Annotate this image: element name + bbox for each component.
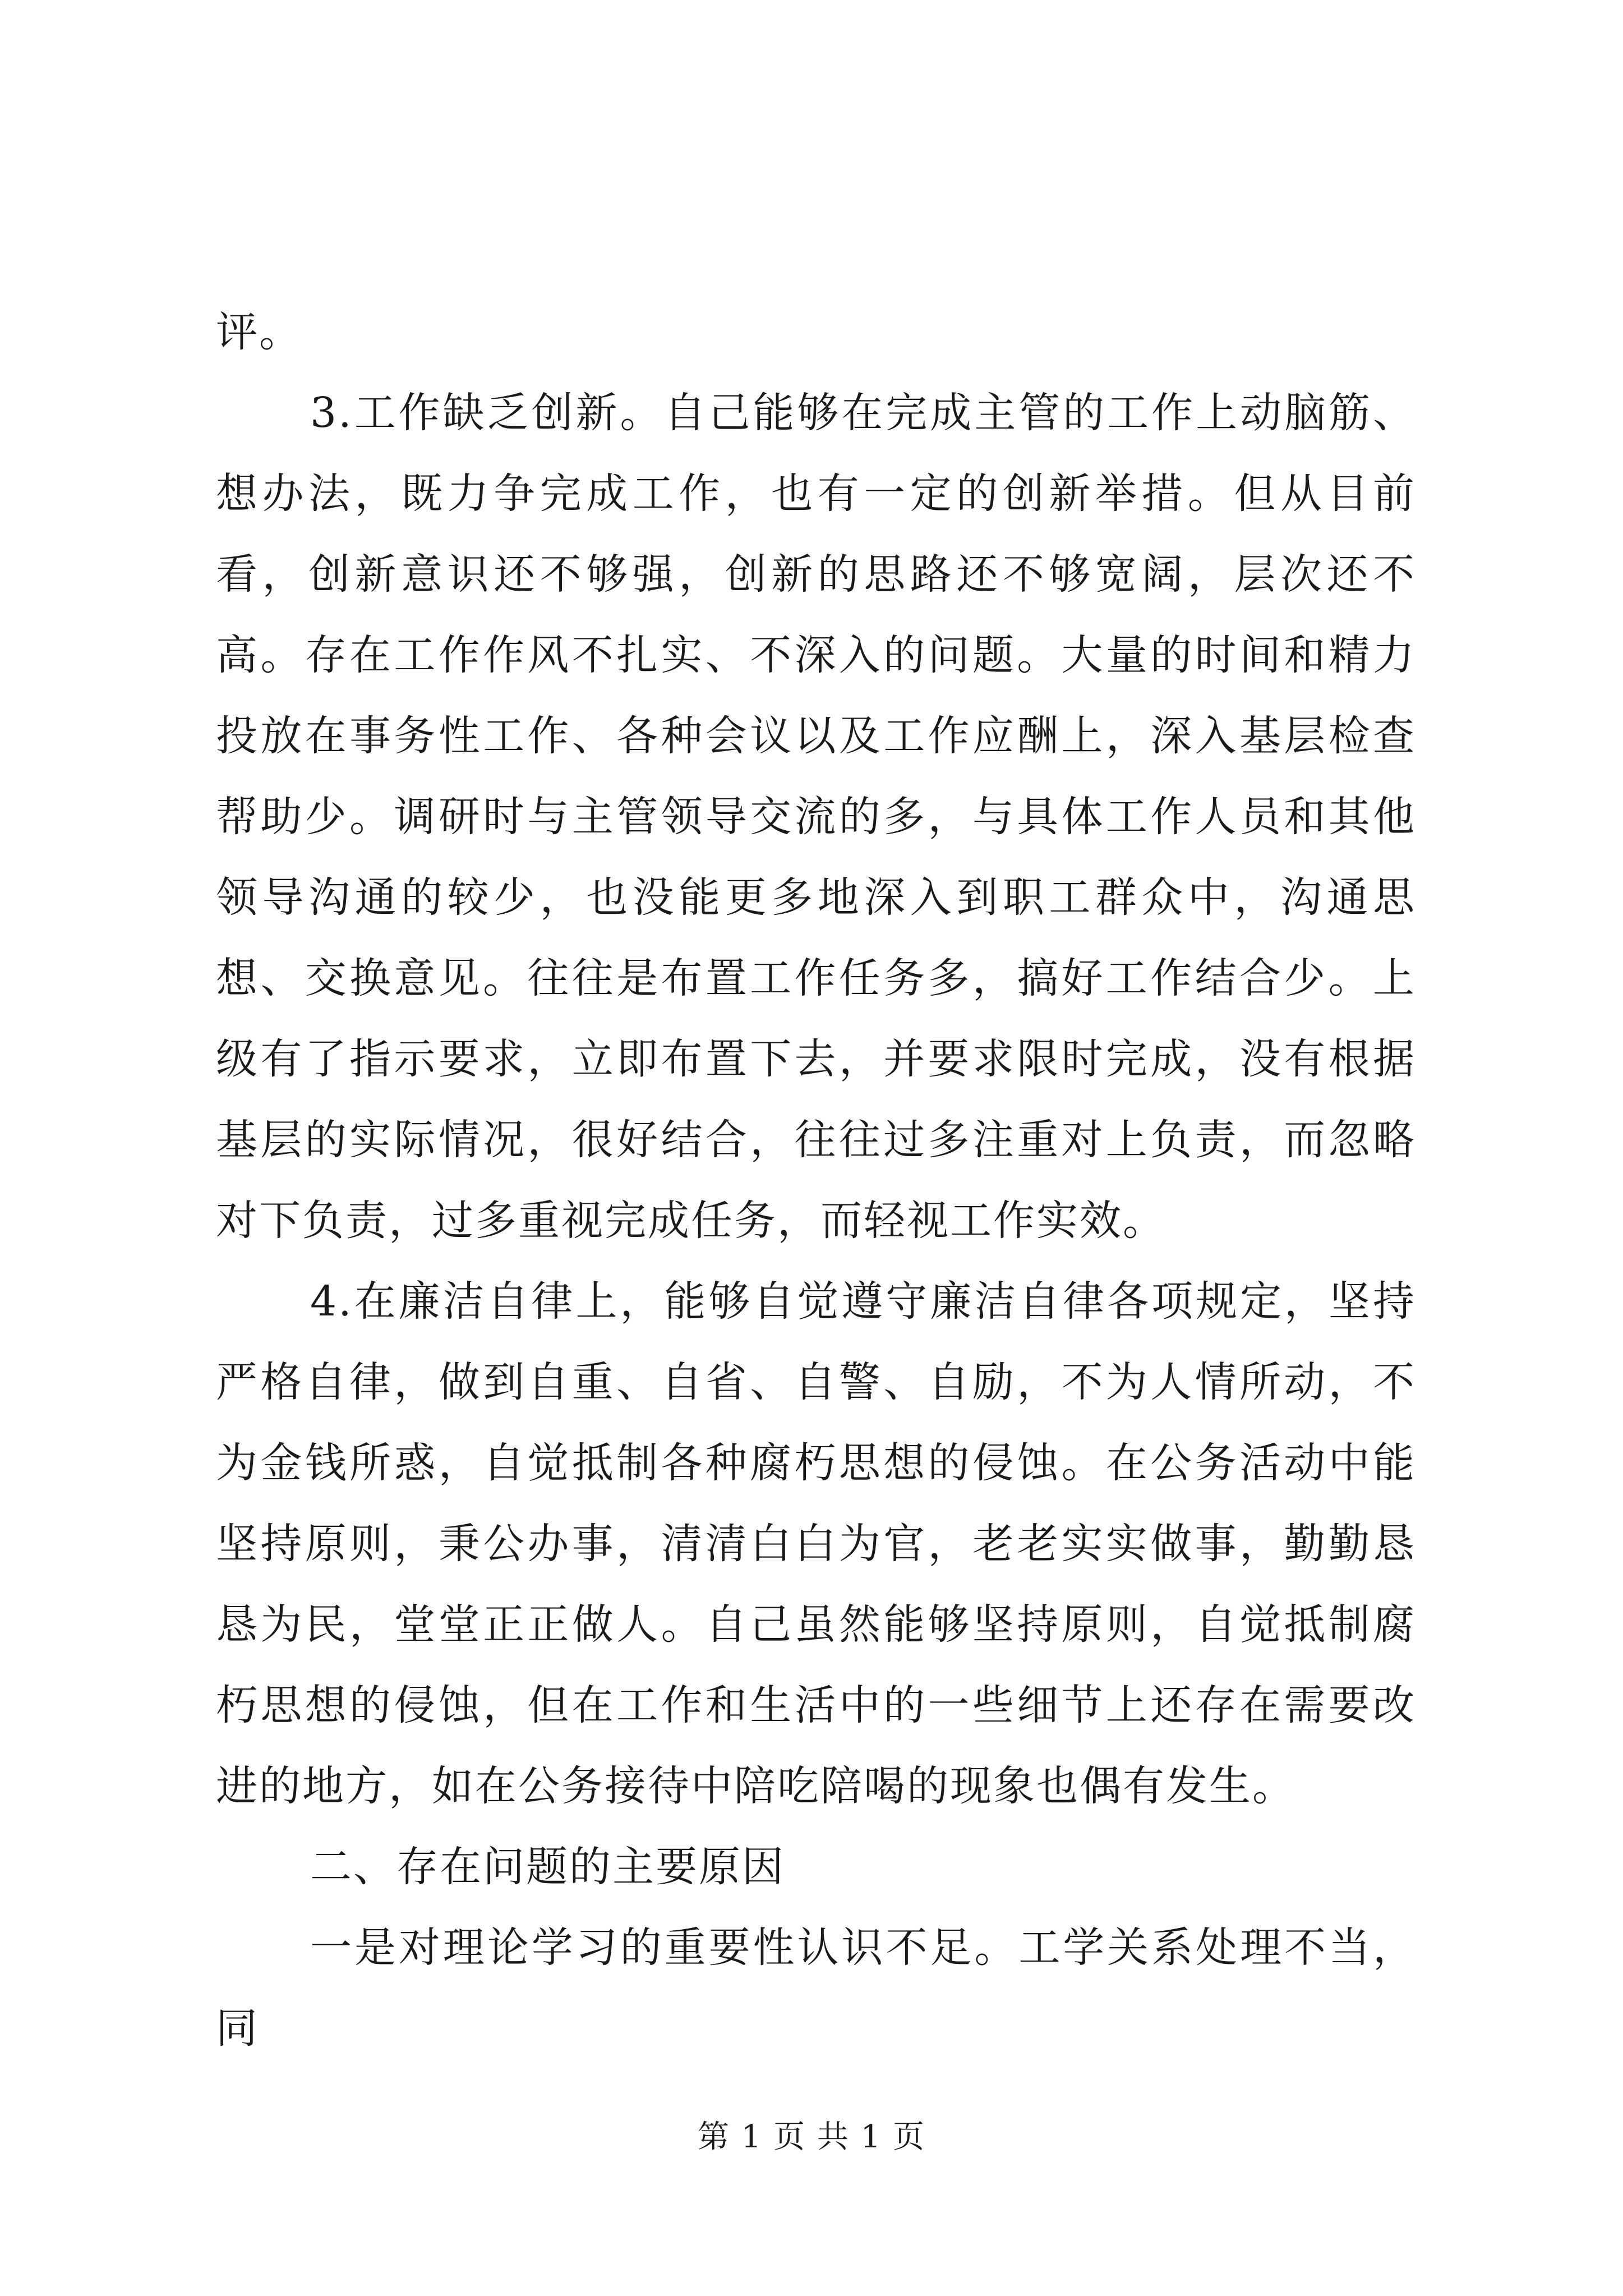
paragraph-reason-1: 一是对理论学习的重要性认识不足。工学关系处理不当，同 <box>216 1924 1416 2053</box>
section-heading: 二、存在问题的主要原因 <box>310 1843 785 1891</box>
page-footer: 第 1 页 共 1 页 <box>697 2119 926 2155</box>
document-body <box>216 292 1416 2069</box>
paragraph-continuation: 评。 <box>216 308 302 356</box>
paragraph-item-4: 4.在廉洁自律上，能够自觉遵守廉洁自律各项规定，坚持严格自律，做到自重、自省、自警、自励，不为人情所动，不为金钱所惑，自觉抵制各种腐朽思想的侵蚀。在公务活动中能坚持原则，秉公办事，清清白白为官，老老实实做事，勤勤恳恳为民，堂堂正正做人。自己虽然能够坚持原则，自觉抵制腐朽思想的侵蚀，但在工作和生活中的一些细节上还存在需要改进的地方，如在公务接待中陪吃陪喝的现象也偶有发生。 <box>216 1277 1416 1810</box>
paragraph-item-3: 3.工作缺乏创新。自己能够在完成主管的工作上动脑筋、想办法，既力争完成工作，也有一定的创新举措。但从目前看，创新意识还不够强，创新的思路还不够宽阔，层次还不高。存在工作作风不扎实、不深入的问题。大量的时间和精力投放在事务性工作、各种会议以及工作应酬上，深入基层检查帮助少。调研时与主管领导交流的多，与具体工作人员和其他领导沟通的较少，也没能更多地深入到职工群众中，沟通思想、交换意见。往往是布置工作任务多，搞好工作结合少。上级有了指示要求，立即布置下去，并要求限时完成，没有根据基层的实际情况，很好结合，往往过多注重对上负责，而忽略对下负责，过多重视完成任务，而轻视工作实效。 <box>216 389 1416 1245</box>
